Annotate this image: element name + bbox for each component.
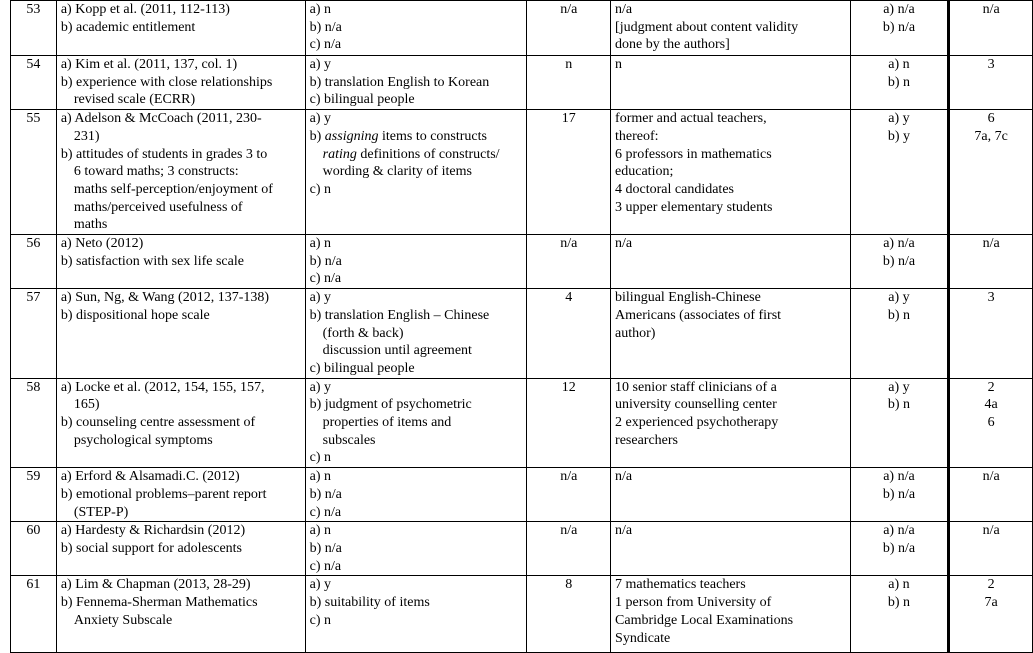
translation-line: c) n/a bbox=[309, 504, 342, 520]
cell-count bbox=[527, 1, 611, 56]
cell-source bbox=[56, 1, 305, 56]
review-line: b) y bbox=[887, 128, 911, 144]
cell-num bbox=[11, 522, 57, 576]
cell-count bbox=[527, 56, 611, 110]
table-body bbox=[11, 1, 1033, 653]
experts-line: n bbox=[615, 57, 623, 72]
cell-review bbox=[850, 56, 949, 110]
steps-line: n/a bbox=[982, 236, 1000, 252]
translation-line: discussion until agreement bbox=[322, 343, 472, 359]
experts-line: n/a bbox=[615, 523, 633, 539]
cell-review bbox=[850, 468, 949, 522]
experts-line: 2 experienced psychotherapy bbox=[615, 415, 779, 431]
experts-line: Syndicate bbox=[615, 630, 671, 646]
cell-review bbox=[850, 110, 949, 235]
table-row bbox=[11, 289, 1033, 379]
review-line: a) n/a bbox=[883, 469, 915, 485]
source-line: a) Sun, Ng, & Wang (2012, 137-138) bbox=[60, 290, 270, 306]
cell-count bbox=[527, 378, 611, 468]
experts-line: 7 mathematics teachers bbox=[615, 577, 746, 593]
source-line: a) Lim & Chapman (2013, 28-29) bbox=[60, 577, 251, 593]
translation-line: b) n/a bbox=[309, 540, 342, 556]
cell-count bbox=[527, 289, 611, 379]
experts-line: 1 person from University of bbox=[615, 595, 772, 611]
translation-line: b) suitability of items bbox=[309, 595, 430, 611]
cell-experts bbox=[611, 235, 851, 289]
review-line: a) y bbox=[888, 290, 910, 306]
source-line: a) Hardesty & Richardsin (2012) bbox=[60, 523, 246, 539]
cell-experts bbox=[611, 468, 851, 522]
steps-line: 7a, 7c bbox=[974, 128, 1008, 144]
cell-count bbox=[527, 522, 611, 576]
source-line: b) social support for adolescents bbox=[60, 540, 243, 556]
source-line: Anxiety Subscale bbox=[73, 612, 173, 628]
translation-line: a) n bbox=[309, 469, 332, 485]
num-line: 53 bbox=[26, 2, 41, 17]
source-line: b) academic entitlement bbox=[60, 19, 196, 35]
experts-line: 4 doctoral candidates bbox=[615, 181, 734, 197]
steps-line: 7a bbox=[984, 595, 998, 611]
steps-line: 6 bbox=[987, 415, 995, 431]
cell-count bbox=[527, 576, 611, 653]
translation-line: b) judgment of psychometric bbox=[309, 397, 472, 413]
table-row bbox=[11, 235, 1033, 289]
translation-line: a) y bbox=[309, 577, 332, 593]
cell-num bbox=[11, 378, 57, 468]
source-line: b) experience with close relationships bbox=[60, 74, 273, 90]
cell-translation bbox=[305, 289, 527, 379]
source-line: maths self-perception/enjoyment of bbox=[73, 181, 273, 197]
table-row bbox=[11, 468, 1033, 522]
experts-line: n/a bbox=[615, 236, 633, 252]
count-line: n/a bbox=[560, 2, 578, 17]
experts-line: n/a bbox=[615, 469, 633, 485]
cell-num bbox=[11, 289, 57, 379]
review-line: a) n/a bbox=[883, 236, 915, 252]
num-line: 58 bbox=[26, 379, 41, 395]
steps-line: 3 bbox=[987, 57, 995, 72]
num-line: 57 bbox=[26, 290, 41, 306]
experts-line: done by the authors] bbox=[615, 37, 730, 53]
steps-line: 4a bbox=[984, 397, 998, 413]
steps-line: 6 bbox=[987, 111, 995, 127]
experts-line: education; bbox=[615, 164, 674, 180]
cell-steps bbox=[949, 235, 1033, 289]
source-line: (STEP-P) bbox=[73, 504, 129, 520]
review-line: b) n bbox=[887, 397, 911, 413]
cell-review bbox=[850, 1, 949, 56]
steps-line: n/a bbox=[982, 469, 1000, 485]
cell-review bbox=[850, 289, 949, 379]
cell-steps bbox=[949, 576, 1033, 653]
cell-review bbox=[850, 522, 949, 576]
source-line: a) Locke et al. (2012, 154, 155, 157, bbox=[60, 379, 265, 395]
num-line: 60 bbox=[26, 523, 41, 539]
source-line: b) satisfaction with sex life scale bbox=[60, 253, 244, 269]
translation-line: c) n bbox=[309, 181, 332, 197]
source-line: a) Kopp et al. (2011, 112-113) bbox=[60, 2, 230, 17]
experts-line: researchers bbox=[615, 432, 678, 448]
translation-line: subscales bbox=[322, 432, 376, 448]
experts-line: [judgment about content validity bbox=[615, 19, 799, 35]
cell-count bbox=[527, 235, 611, 289]
translation-line: (forth & back) bbox=[322, 325, 404, 341]
source-line: 165) bbox=[73, 397, 100, 413]
source-line: b) dispositional hope scale bbox=[60, 307, 210, 323]
cell-translation bbox=[305, 576, 527, 653]
review-line: a) n bbox=[888, 57, 910, 72]
experts-line: 3 upper elementary students bbox=[615, 199, 773, 215]
table-row bbox=[11, 56, 1033, 110]
translation-line: a) n bbox=[309, 523, 332, 539]
review-line: b) n bbox=[887, 74, 911, 90]
steps-line: n/a bbox=[982, 523, 1000, 539]
cell-experts bbox=[611, 289, 851, 379]
cell-num bbox=[11, 235, 57, 289]
cell-steps bbox=[949, 468, 1033, 522]
cell-source bbox=[56, 378, 305, 468]
cell-review bbox=[850, 378, 949, 468]
review-line: b) n bbox=[887, 595, 911, 611]
count-line: n/a bbox=[560, 523, 578, 539]
count-line: 4 bbox=[565, 290, 573, 306]
review-line: a) y bbox=[888, 379, 910, 395]
count-line: n/a bbox=[560, 236, 578, 252]
literature-review-table bbox=[10, 0, 1033, 653]
cell-count bbox=[527, 110, 611, 235]
source-line: 6 toward maths; 3 constructs: bbox=[73, 164, 239, 180]
translation-line: b) n/a bbox=[309, 253, 342, 269]
cell-num bbox=[11, 1, 57, 56]
num-line: 56 bbox=[26, 236, 41, 252]
source-line: revised scale (ECRR) bbox=[73, 92, 196, 108]
cell-num bbox=[11, 110, 57, 235]
cell-translation bbox=[305, 468, 527, 522]
cell-translation bbox=[305, 1, 527, 56]
cell-num bbox=[11, 576, 57, 653]
experts-line: n/a bbox=[615, 2, 633, 17]
translation-line: properties of items and bbox=[322, 415, 452, 431]
translation-line: c) n/a bbox=[309, 271, 342, 287]
count-line: 17 bbox=[561, 111, 576, 127]
cell-steps bbox=[949, 378, 1033, 468]
num-line: 55 bbox=[26, 111, 41, 127]
cell-source bbox=[56, 56, 305, 110]
source-line: b) emotional problems–parent report bbox=[60, 486, 267, 502]
translation-line: c) n/a bbox=[309, 37, 342, 53]
source-line: a) Neto (2012) bbox=[60, 236, 144, 252]
cell-source bbox=[56, 576, 305, 653]
review-line: a) n/a bbox=[883, 523, 915, 539]
cell-review bbox=[850, 576, 949, 653]
review-line: a) y bbox=[888, 111, 910, 127]
cell-source bbox=[56, 289, 305, 379]
cell-experts bbox=[611, 576, 851, 653]
cell-source bbox=[56, 468, 305, 522]
translation-line: c) bilingual people bbox=[309, 360, 415, 376]
experts-line: bilingual English-Chinese bbox=[615, 290, 761, 306]
cell-translation bbox=[305, 56, 527, 110]
count-line: 12 bbox=[561, 379, 576, 395]
cell-count bbox=[527, 468, 611, 522]
table-row bbox=[11, 1, 1033, 56]
translation-line: a) y bbox=[309, 111, 332, 127]
table-row bbox=[11, 576, 1033, 653]
review-line: b) n/a bbox=[882, 19, 916, 35]
translation-line: c) n bbox=[309, 450, 332, 466]
translation-line: a) y bbox=[309, 290, 332, 306]
source-line: b) attitudes of students in grades 3 to bbox=[60, 146, 268, 162]
review-line: a) n/a bbox=[883, 2, 915, 17]
experts-line: former and actual teachers, bbox=[615, 111, 767, 127]
cell-num bbox=[11, 56, 57, 110]
cell-experts bbox=[611, 522, 851, 576]
count-line: n bbox=[565, 57, 573, 72]
cell-translation bbox=[305, 235, 527, 289]
cell-review bbox=[850, 235, 949, 289]
translation-line: a) y bbox=[309, 379, 332, 395]
review-line: a) n bbox=[888, 577, 910, 593]
steps-line: 2 bbox=[987, 577, 995, 593]
cell-translation bbox=[305, 522, 527, 576]
source-line: a) Kim et al. (2011, 137, col. 1) bbox=[60, 57, 238, 72]
review-line: b) n/a bbox=[882, 253, 916, 269]
experts-line: Cambridge Local Examinations bbox=[615, 612, 794, 628]
source-line: b) counseling centre assessment of bbox=[60, 415, 256, 431]
cell-steps bbox=[949, 289, 1033, 379]
translation-line: wording & clarity of items bbox=[322, 164, 472, 180]
source-line: b) Fennema-Sherman Mathematics bbox=[60, 595, 258, 611]
cell-translation bbox=[305, 378, 527, 468]
source-line: psychological symptoms bbox=[73, 432, 213, 448]
translation-line: a) n bbox=[309, 2, 332, 17]
cell-source bbox=[56, 110, 305, 235]
translation-line: b) n/a bbox=[309, 19, 342, 35]
translation-line: b) n/a bbox=[309, 486, 342, 502]
translation-line: b) assigning items to constructs bbox=[309, 128, 487, 144]
source-line: 231) bbox=[73, 128, 100, 144]
experts-line: author) bbox=[615, 325, 656, 341]
num-line: 61 bbox=[26, 577, 41, 593]
cell-num bbox=[11, 468, 57, 522]
experts-line: 6 professors in mathematics bbox=[615, 146, 772, 162]
cell-experts bbox=[611, 1, 851, 56]
translation-line: a) y bbox=[309, 57, 332, 72]
table-row bbox=[11, 110, 1033, 235]
num-line: 59 bbox=[26, 469, 41, 485]
experts-line: 10 senior staff clinicians of a bbox=[615, 379, 777, 395]
cell-steps bbox=[949, 56, 1033, 110]
source-line: a) Erford & Alsamadi.C. (2012) bbox=[60, 469, 240, 485]
translation-line: c) n bbox=[309, 612, 332, 628]
cell-steps bbox=[949, 522, 1033, 576]
source-line: maths bbox=[73, 217, 108, 233]
experts-line: Americans (associates of first bbox=[615, 307, 782, 323]
translation-line: c) bilingual people bbox=[309, 92, 415, 108]
translation-line: b) translation English – Chinese bbox=[309, 307, 490, 323]
translation-line: b) translation English to Korean bbox=[309, 74, 490, 90]
table-row bbox=[11, 378, 1033, 468]
cell-experts bbox=[611, 378, 851, 468]
steps-line: 3 bbox=[987, 290, 995, 306]
table-row bbox=[11, 522, 1033, 576]
review-line: b) n/a bbox=[882, 540, 916, 556]
steps-line: n/a bbox=[982, 2, 1000, 17]
count-line: 8 bbox=[565, 577, 573, 593]
review-line: b) n/a bbox=[882, 486, 916, 502]
translation-line: rating definitions of constructs/ bbox=[322, 146, 500, 162]
translation-line: a) n bbox=[309, 236, 332, 252]
experts-line: thereof: bbox=[615, 128, 659, 144]
translation-line: c) n/a bbox=[309, 558, 342, 574]
num-line: 54 bbox=[26, 57, 41, 72]
cell-experts bbox=[611, 56, 851, 110]
cell-experts bbox=[611, 110, 851, 235]
experts-line: university counselling center bbox=[615, 397, 777, 413]
review-line: b) n bbox=[887, 307, 911, 323]
cell-source bbox=[56, 235, 305, 289]
steps-line: 2 bbox=[987, 379, 995, 395]
cell-translation bbox=[305, 110, 527, 235]
source-line: a) Adelson & McCoach (2011, 230- bbox=[60, 111, 262, 127]
count-line: n/a bbox=[560, 469, 578, 485]
cell-steps bbox=[949, 110, 1033, 235]
cell-source bbox=[56, 522, 305, 576]
cell-steps bbox=[949, 1, 1033, 56]
source-line: maths/perceived usefulness of bbox=[73, 199, 243, 215]
